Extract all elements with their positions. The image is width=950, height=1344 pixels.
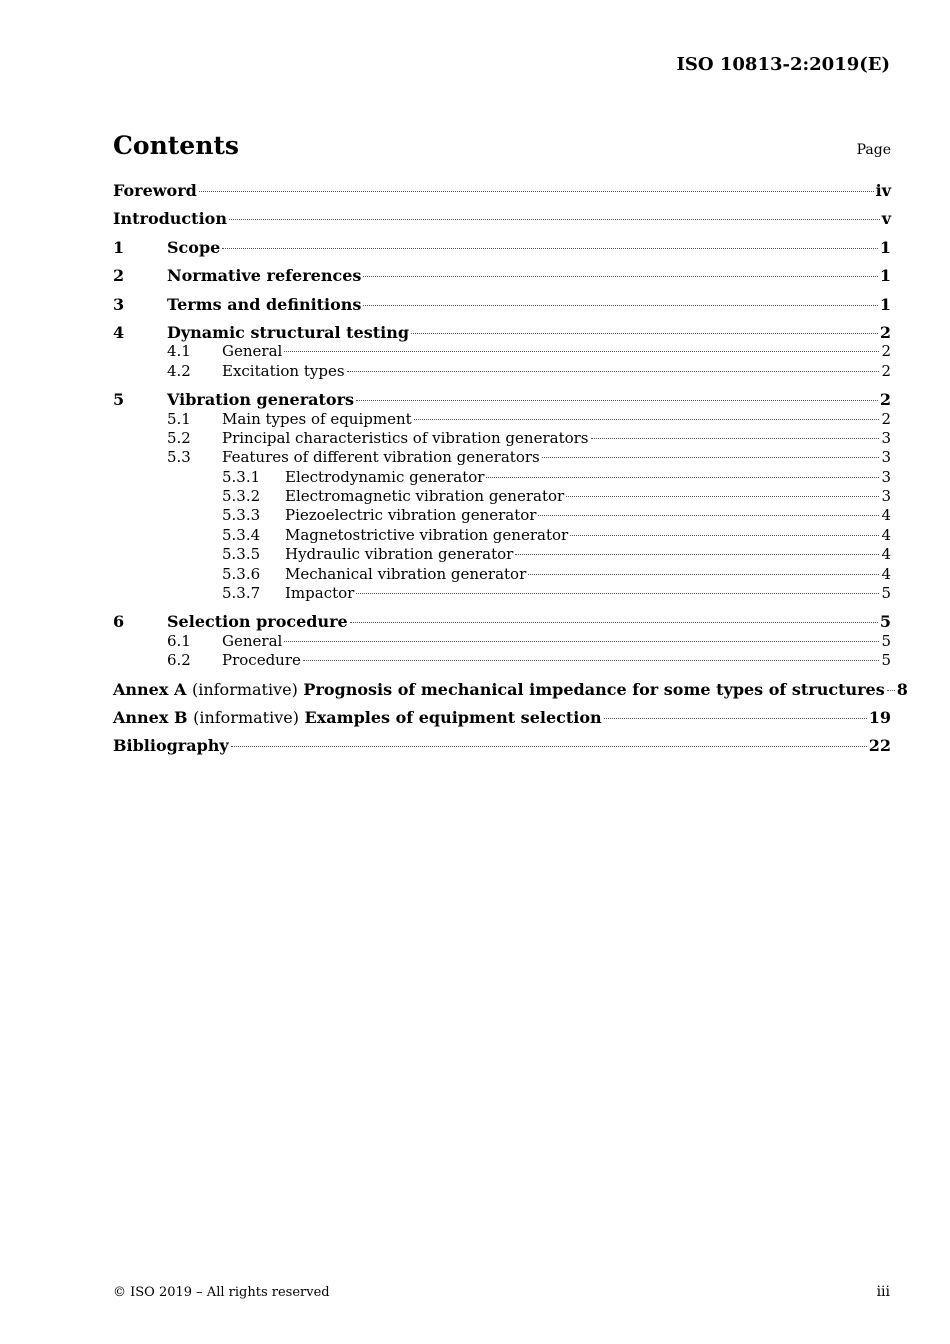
toc-number: 6.2 (167, 651, 191, 670)
toc-number: 5.3.1 (222, 467, 261, 486)
dot-leader (356, 400, 878, 401)
dot-leader (284, 641, 879, 642)
toc-title: Magnetostrictive vibration generator (285, 525, 569, 544)
toc-title: Piezoelectric vibration generator (285, 506, 537, 525)
toc-number: 1 (113, 237, 125, 257)
toc-title: Dynamic structural testing (167, 322, 410, 342)
dot-leader (566, 496, 879, 497)
toc-page: 3 (881, 428, 891, 447)
toc-number: 6.1 (167, 631, 191, 650)
dot-leader (515, 554, 879, 555)
toc-title: Electromagnetic vibration generator (285, 487, 565, 506)
toc-entry-5-3-2[interactable] (113, 487, 891, 506)
dot-leader (604, 718, 867, 719)
toc-number: 5.3.7 (222, 584, 261, 603)
dot-leader (538, 515, 879, 516)
dot-leader (411, 333, 878, 334)
toc-page: 5 (881, 584, 891, 603)
toc-entry-4[interactable] (113, 323, 891, 342)
toc-page: 5 (879, 612, 891, 632)
toc-title: Prognosis of mechanical impedance for some types of structures (303, 679, 885, 699)
dot-leader (231, 746, 867, 747)
annex-label: Annex B (113, 707, 188, 727)
toc-number: 5.2 (167, 428, 191, 447)
toc-number: 5.1 (167, 409, 191, 428)
toc-title: Procedure (222, 651, 301, 670)
toc-number: 5.3.4 (222, 525, 261, 544)
toc-title: Features of different vibration generators (222, 448, 540, 467)
toc-page: 1 (879, 237, 891, 257)
toc-title: Terms and definitions (167, 294, 362, 314)
toc-page: 3 (881, 467, 891, 486)
dot-leader (229, 219, 880, 220)
toc-page: 4 (881, 506, 891, 525)
toc-page: 5 (881, 631, 891, 650)
toc-number: 5.3.5 (222, 545, 261, 564)
dot-leader (284, 351, 879, 352)
contents-title: Contents (113, 131, 240, 160)
dot-leader (486, 477, 879, 478)
toc-title: Normative references (167, 266, 362, 286)
footer-copyright: © ISO 2019 – All rights reserved (113, 1285, 330, 1300)
toc-entry-1[interactable] (113, 238, 891, 257)
toc-entry-5-3-5[interactable] (113, 545, 891, 564)
toc-number: 5.3.6 (222, 564, 261, 583)
toc-title: Mechanical vibration generator (285, 564, 527, 583)
page-column-label: Page (856, 142, 891, 158)
toc-page: 2 (879, 322, 891, 342)
toc-number: 6 (113, 612, 125, 632)
toc-entry-6[interactable] (113, 612, 891, 631)
toc-title: Foreword (113, 181, 197, 200)
dot-leader (414, 419, 880, 420)
toc-number: 4.1 (167, 342, 191, 361)
toc-number: 5.3 (167, 448, 191, 467)
toc-entry-3[interactable] (113, 295, 891, 314)
annex-heading (113, 680, 885, 699)
toc-number: 5 (113, 390, 125, 410)
toc-title: Hydraulic vibration generator (285, 545, 514, 564)
toc-title: Introduction (113, 209, 227, 229)
toc-page: 2 (879, 390, 891, 410)
toc-title: Vibration generators (167, 390, 355, 410)
toc-entry-annex-a[interactable] (113, 679, 908, 699)
toc-page: iv (875, 181, 891, 200)
toc-title: Impactor (285, 584, 355, 603)
dot-leader (356, 593, 879, 594)
toc-title: Excitation types (222, 361, 345, 380)
dot-leader (887, 690, 895, 691)
toc-entry-5-3-3[interactable] (113, 506, 891, 525)
document-id: ISO 10813-2:2019(E) (676, 54, 890, 75)
toc-page: 2 (881, 342, 891, 361)
toc-title: Principal characteristics of vibration generators (222, 428, 589, 447)
table-of-contents (113, 181, 908, 756)
toc-entry-5[interactable] (113, 390, 891, 409)
toc-title: Examples of equipment selection (304, 707, 602, 727)
toc-entry-5-3[interactable] (113, 448, 891, 467)
dot-leader (570, 535, 879, 536)
toc-title: Selection procedure (167, 612, 348, 632)
toc-title: Main types of equipment (222, 409, 412, 428)
toc-entry-2[interactable] (113, 266, 891, 285)
dot-leader (222, 248, 878, 249)
toc-entry-5-3-7[interactable] (113, 584, 891, 603)
toc-title: Electrodynamic generator (285, 467, 485, 486)
toc-page: 3 (881, 448, 891, 467)
toc-title: Scope (167, 237, 221, 257)
toc-number: 4 (113, 322, 125, 342)
dot-leader (542, 457, 880, 458)
dot-leader (363, 276, 877, 277)
annex-heading (113, 708, 602, 727)
toc-entry-5-3-4[interactable] (113, 526, 891, 545)
toc-page: 1 (879, 266, 891, 286)
toc-entry-6-2[interactable] (113, 651, 891, 670)
toc-title: Bibliography (113, 736, 229, 756)
toc-page: 1 (879, 294, 891, 314)
toc-page: 4 (881, 564, 891, 583)
toc-number: 5.3.2 (222, 487, 261, 506)
toc-entry-5-3-1[interactable] (113, 468, 891, 487)
footer-page-number: iii (876, 1284, 890, 1300)
toc-page: 2 (881, 409, 891, 428)
toc-page: 2 (881, 361, 891, 380)
toc-entry-bibliography[interactable] (113, 736, 891, 755)
toc-number: 2 (113, 266, 125, 286)
toc-page: 19 (868, 707, 891, 727)
annex-note: (informative) (193, 707, 299, 727)
toc-entry-4-1[interactable] (113, 342, 891, 361)
toc-entry-4-2[interactable] (113, 362, 891, 381)
annex-label: Annex A (113, 679, 187, 699)
toc-page: v (881, 209, 891, 229)
toc-entry-6-1[interactable] (113, 632, 891, 651)
dot-leader (528, 574, 879, 575)
toc-entry-5-1[interactable] (113, 410, 891, 429)
toc-entry-5-3-6[interactable] (113, 565, 891, 584)
toc-page: 4 (881, 545, 891, 564)
dot-leader (199, 191, 874, 192)
toc-entry-foreword[interactable] (113, 181, 891, 200)
dot-leader (363, 305, 877, 306)
toc-number: 3 (113, 294, 125, 314)
toc-page: 4 (881, 525, 891, 544)
toc-page: 22 (868, 736, 891, 756)
toc-entry-introduction[interactable] (113, 209, 891, 228)
toc-number: 4.2 (167, 361, 191, 380)
toc-page: 8 (896, 679, 908, 699)
toc-page: 5 (881, 651, 891, 670)
toc-title: General (222, 342, 283, 361)
toc-entry-annex-b[interactable] (113, 708, 891, 727)
dot-leader (591, 438, 880, 439)
dot-leader (303, 660, 880, 661)
toc-number: 5.3.3 (222, 506, 261, 525)
dot-leader (350, 622, 878, 623)
annex-note: (informative) (191, 679, 298, 699)
toc-page: 3 (881, 487, 891, 506)
toc-entry-5-2[interactable] (113, 429, 891, 448)
toc-title: General (222, 631, 283, 650)
dot-leader (347, 371, 880, 372)
